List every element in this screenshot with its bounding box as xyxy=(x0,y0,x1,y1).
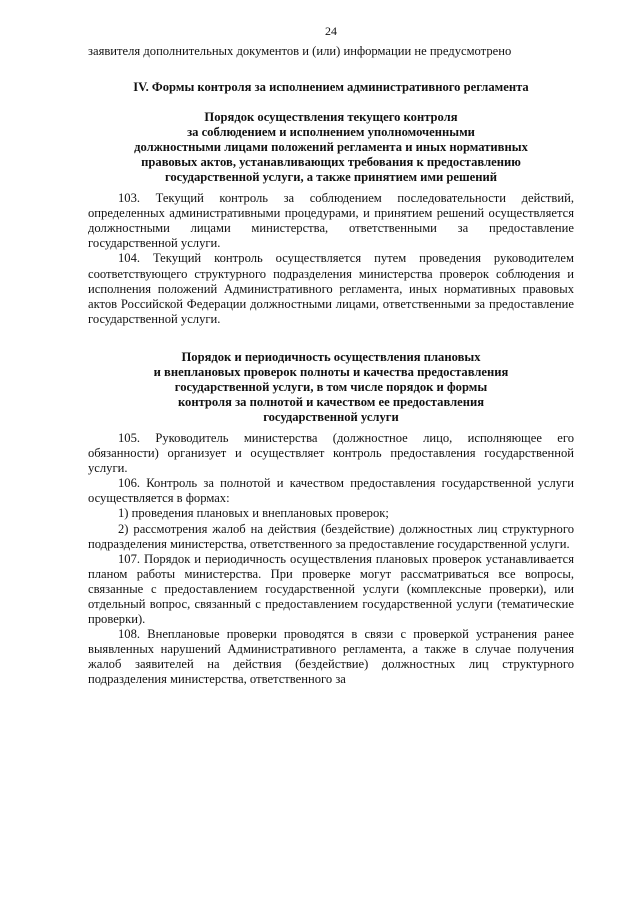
paragraph-104: 104. Текущий контроль осуществляется путем проведения руководителем соответствующего структурного подразделения министерства проверок соблюдения и исполнения положений Административного регламента, иных нормативных правовых актов Российской Федерации должностными лицами, ответственными за предоставление государственной услуги. xyxy=(88,251,574,326)
title-line: государственной услуги, а также принятием ими решений xyxy=(164,170,498,185)
section-title: IV. Формы контроля за исполнением административного регламента xyxy=(133,80,529,95)
list-item-2: 2) рассмотрения жалоб на действия (бездействие) должностных лиц структурного подразделения министерства, ответственного за предоставление государственной услуги. xyxy=(88,521,574,551)
paragraph-103: 103. Текущий контроль за соблюдением последовательности действий, определенных административными процедурами, и принятием решений осуществляется должностными лицами министерства, ответственными за предоставление государственной услуги. xyxy=(88,191,574,251)
title-line: государственной услуги xyxy=(263,409,399,424)
paragraph-105: 105. Руководитель министерства (должностное лицо, исполняющее его обязанности) организует и осуществляет контроль предоставления государственной услуги. xyxy=(88,430,574,476)
paragraph-108: 108. Внеплановые проверки проводятся в связи с проверкой устранения ранее выявленных нарушений Административного регламента, а также в случае получения жалоб заявителей на действия (бездействие) должностных лиц структурного подразделения министерства, ответственного за xyxy=(88,627,574,687)
paragraph-107: 107. Порядок и периодичность осуществления плановых проверок устанавливается планом работы министерства. При проверке могут рассматриваться все вопросы, связанные с предоставлением государственной услуги (комплексные проверки), или отдельный вопрос, связанный с предоставлением государственной услуги (тематические проверки). xyxy=(88,551,574,627)
subsection-title-inspections xyxy=(88,350,574,425)
document-page xyxy=(88,0,574,688)
subsection-title-current-control xyxy=(88,110,574,185)
title-line: за соблюдением и исполнением уполномоченными xyxy=(187,125,475,140)
title-line: Порядок и периодичность осуществления плановых xyxy=(181,349,481,364)
paragraph-106: 106. Контроль за полнотой и качеством предоставления государственной услуги осуществляется в формах: xyxy=(88,476,574,506)
title-line: государственной услуги, в том числе порядок и формы xyxy=(174,379,488,394)
title-line: и внеплановых проверок полноты и качества предоставления xyxy=(153,364,509,379)
title-line: Порядок осуществления текущего контроля xyxy=(204,110,458,125)
title-line: должностными лицами положений регламента и иных нормативных xyxy=(134,140,528,155)
list-item-1: 1) проведения плановых и внеплановых проверок; xyxy=(118,506,389,521)
continuation-paragraph: заявителя дополнительных документов и (или) информации не предусмотрено xyxy=(88,44,512,58)
title-line: контроля за полнотой и качеством ее предоставления xyxy=(177,394,485,409)
title-line: правовых актов, устанавливающих требования к предоставлению xyxy=(141,155,521,170)
page-number: 24 xyxy=(325,24,337,38)
